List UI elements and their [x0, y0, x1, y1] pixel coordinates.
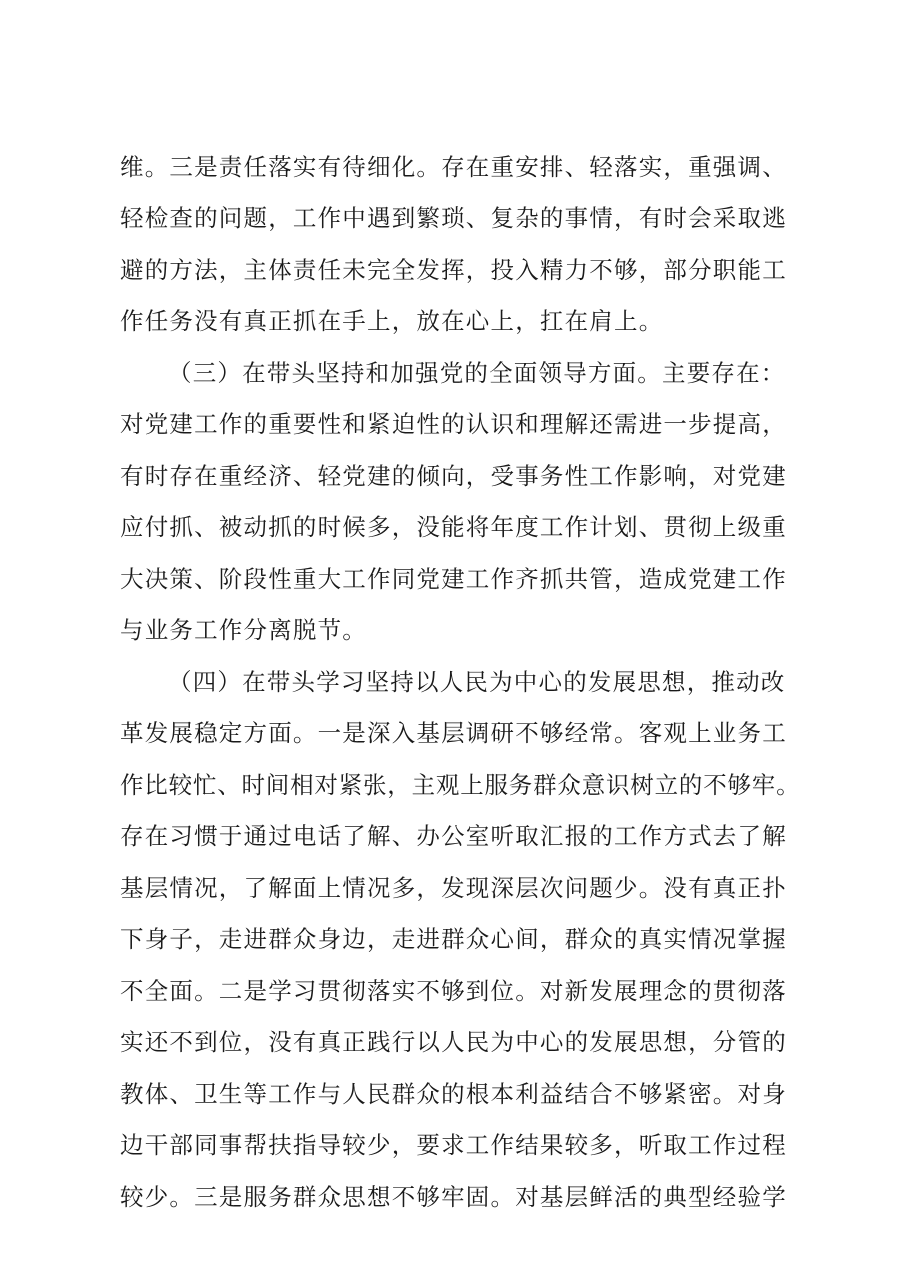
text-line: 教体、卫生等工作与人民群众的根本利益结合不够紧密。对身 — [120, 1080, 787, 1108]
text-line: 边干部同事帮扶指导较少，要求工作结果较多，听取工作过程 — [120, 1131, 787, 1159]
text-line: 大决策、阶段性重大工作同党建工作齐抓共管，造成党建工作 — [120, 565, 787, 593]
text-line: 存在习惯于通过电话了解、办公室听取汇报的工作方式去了解 — [120, 822, 787, 850]
text-line: 较少。三是服务群众思想不够牢固。对基层鲜活的典型经验学 — [120, 1183, 787, 1211]
text-line: 对党建工作的重要性和紧迫性的认识和理解还需进一步提高， — [120, 410, 787, 438]
section-heading-4: （四）在带头学习坚持以人民为中心的发展思想，推动改 — [168, 668, 786, 696]
text-line: 下身子，走进群众身边，走进群众心间，群众的真实情况掌握 — [120, 925, 787, 953]
text-line: 维。三是责任落实有待细化。存在重安排、轻落实，重强调、 — [120, 153, 787, 181]
text-line: 不全面。二是学习贯彻落实不够到位。对新发展理念的贯彻落 — [120, 977, 787, 1005]
text-line: 实还不到位，没有真正践行以人民为中心的发展思想，分管的 — [120, 1028, 787, 1056]
text-line: 基层情况，了解面上情况多，发现深层次问题少。没有真正扑 — [120, 874, 787, 902]
text-line: 应付抓、被动抓的时候多，没能将年度工作计划、贯彻上级重 — [120, 513, 787, 541]
section-heading-3: （三）在带头坚持和加强党的全面领导方面。主要存在： — [168, 359, 786, 387]
text-line: 有时存在重经济、轻党建的倾向，受事务性工作影响，对党建 — [120, 462, 787, 490]
text-line: 作比较忙、时间相对紧张，主观上服务群众意识树立的不够牢。 — [120, 771, 801, 799]
text-line: 作任务没有真正抓在手上，放在心上，扛在肩上。 — [120, 307, 664, 335]
text-line: 革发展稳定方面。一是深入基层调研不够经常。客观上业务工 — [120, 719, 787, 747]
text-line: 避的方法，主体责任未完全发挥，投入精力不够，部分职能工 — [120, 256, 787, 284]
text-line: 与业务工作分离脱节。 — [120, 616, 367, 644]
text-line: 轻检查的问题，工作中遇到繁琐、复杂的事情，有时会采取逃 — [120, 204, 787, 232]
